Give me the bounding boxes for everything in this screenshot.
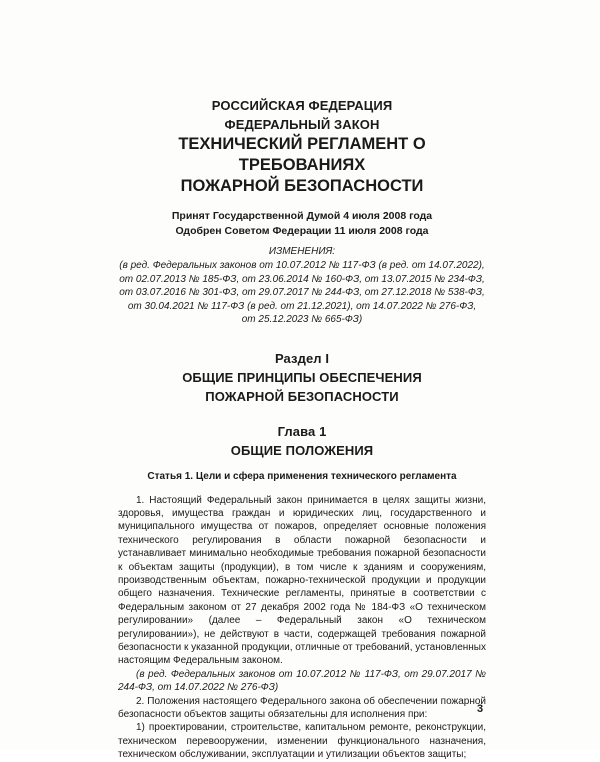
article-body [118,494,486,762]
changes-line: от 30.04.2021 № 117-ФЗ (в ред. от 21.12.2021), от 14.07.2022 № 276-ФЗ, [127,300,477,312]
section-heading [118,349,486,406]
page-number: 3 [477,703,484,715]
law-title-line1: ТЕХНИЧЕСКИЙ РЕГЛАМЕНТ О ТРЕБОВАНИЯХ [178,135,426,174]
chapter-label: Глава 1 [277,423,327,439]
changes-heading: ИЗМЕНЕНИЯ: [268,246,336,257]
section-label: Раздел I [274,350,330,366]
page-content [118,96,486,762]
paragraph-1: 1. Настоящий Федеральный закон принимается в целях защиты жизни, здоровья, имущества граждан и юридических лиц, государственного и муниципального имущества от пожаров, определяет основные положения технического регулирования в области пожарной безопасности и устанавливает минимально необходимые требования пожарной безопасности к объектам защиты (продукции), в том числе к зданиям и сооружениям, производственным объектам, пожарно-технической продукции и продукции общего назначения. Технические регламенты, принятые в соответствии с Федеральным законом от 27 декабря 2002 года № 184-ФЗ «О техническом регулировании» (далее – Федеральный закон «О техническом регулировании»), не действуют в части, содержащей требования пожарной безопасности к указанной продукции, отличные от требований, установленных настоящим Федеральным законом. [118,494,486,667]
article-title: Статья 1. Цели и сфера применения технического регламента [147,470,457,482]
changes-line: от 02.07.2013 № 185-ФЗ, от 23.06.2014 № 160-ФЗ, от 13.07.2015 № 234-ФЗ, [119,273,485,285]
chapter-title: ОБЩИЕ ПОЛОЖЕНИЯ [230,442,374,458]
chapter-heading [118,422,486,460]
approved-line: Одобрен Советом Федерации 11 июля 2008 года [175,225,429,237]
section-title-line1: ОБЩИЕ ПРИНЦИПЫ ОБЕСПЕЧЕНИЯ [182,369,422,385]
paragraph-2: 2. Положения настоящего Федерального закона об обеспечении пожарной безопасности объектов защиты обязательны для исполнения при: [118,695,486,720]
adoption-info [118,209,486,239]
adopted-line: Принят Государственной Думой 4 июля 2008 года [171,210,433,222]
changes-line: от 03.07.2016 № 301-ФЗ, от 29.07.2017 № 244-ФЗ, от 27.12.2018 № 538-ФЗ, [119,287,485,298]
law-type-heading: ФЕДЕРАЛЬНЫЙ ЗАКОН [224,117,380,132]
law-title-line2: ПОЖАРНОЙ БЕЗОПАСНОСТИ [180,177,424,195]
changes-list [118,259,486,327]
section-title-line2: ПОЖАРНОЙ БЕЗОПАСНОСТИ [205,388,399,404]
changes-line: от 25.12.2023 № 665-ФЗ) [241,314,363,325]
country-heading: РОССИЙСКАЯ ФЕДЕРАЦИЯ [211,98,393,113]
paragraph-3: 1) проектировании, строительстве, капитальном ремонте, реконструкции, техническом перевооружении, изменении функционального назначения, техническом обслуживании, эксплуатации и утилизации объектов защиты; [118,722,486,761]
changes-line: (в ред. Федеральных законов от 10.07.2012 № 117-ФЗ (в ред. от 14.07.2022), [119,260,485,271]
paragraph-1-note: (в ред. Федеральных законов от 10.07.2012 № 117-ФЗ, от 29.07.2017 № 244-ФЗ, от 14.07.2022 № 276-ФЗ) [118,668,486,694]
